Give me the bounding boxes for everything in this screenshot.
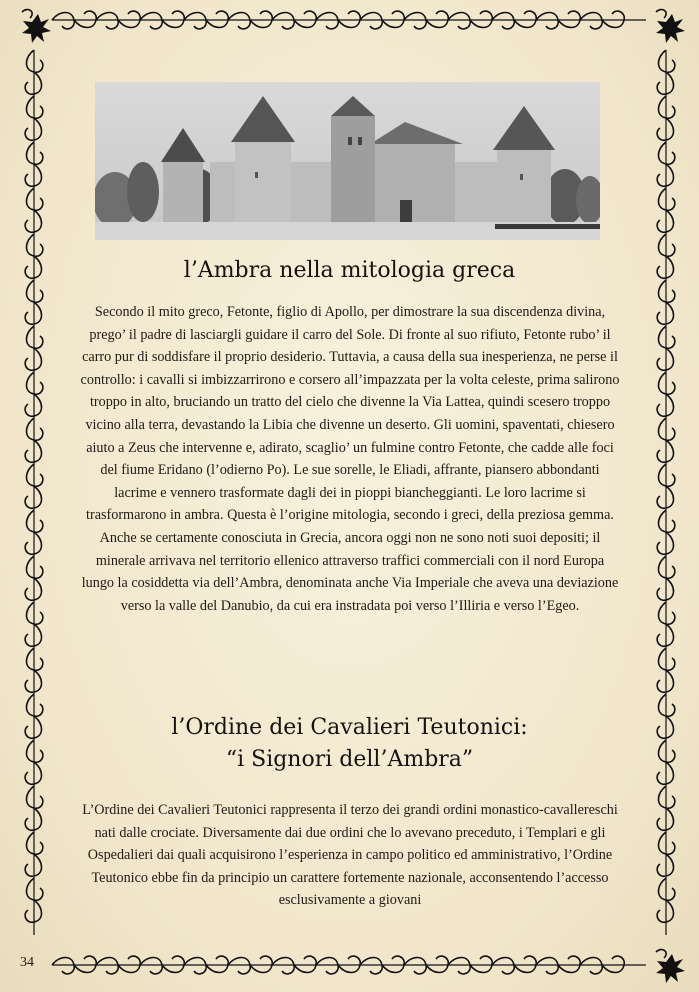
section-subtitle-lords-of-amber: “i Signori dell’Ambra” — [225, 747, 474, 772]
corner-ornament-bottom-right — [656, 950, 685, 983]
section-title-amber-mythology: l’Ambra nella mitologia greca — [183, 258, 516, 283]
top-border — [52, 11, 646, 29]
section-body-amber-mythology — [80, 301, 620, 617]
paragraph: L’Ordine dei Cavalieri Teutonici rappresenta il terzo dei grandi ordini monastico-cavallereschi nati dalle crociate. Diversamente dai due ordini che lo avevano preceduto, i Templari e gli Ospedalieri dai quali acquisirono l’esperienza in campo politico ed amministrativo, l’Ordine Teutonico ebbe fin da principio un carattere fortemente nazionale, acconsentendo l’accesso esclusivamente a giovani — [82, 802, 618, 909]
castle-photo — [95, 82, 600, 240]
right-border — [657, 50, 675, 935]
corner-ornament-top-left — [22, 10, 51, 43]
paragraph: Secondo il mito greco, Fetonte, figlio di Apollo, per dimostrare la sua discendenza divina, prego’ il padre di lasciargli guidare il carro del Sole. Di fronte al suo rifiuto, Fetonte rubo’ il carro pur di soddisfare il proprio desiderio. Tuttavia, a causa della sua inesperienza, ne perse il controllo: i cavalli si imbizzarrirono e corsero all’impazzata per la volta celeste, prima salirono troppo in alto, bruciando un tratto del cielo che divenne la Via Lattea, quindi scesero troppo vicino alla terra, devastando la Libia che divenne un deserto. Gli uomini, spaventati, chiesero aiuto a Zeus che intervenne e, adirato, scaglio’ un fulmine contro Fetonte, che cadde alle foci del fiume Eridano (l’odierno Po). Le sue sorelle, le Eliadi, affrante, piansero abbondanti lacrime e vennero trasformate dagli dei in pioppi biancheggianti. Le loro lacrime si trasformarono in ambra. Questa è l’origine mitologia, secondo i greci, della preziosa gemma. — [80, 304, 620, 524]
paragraph: Anche se certamente conosciuta in Grecia, ancora oggi non ne sono noti suoi depositi; il minerale arrivava nel territorio ellenico attraverso traffici commerciali con il nord Europa lungo la cosiddetta via dell’Ambra, denominata anche Via Imperiale che aveva una deviazione verso la valle del Danubio, da cui era instradata poi verso l’Illiria e verso l’Egeo. — [81, 529, 619, 614]
bottom-border — [52, 956, 646, 974]
left-border — [25, 50, 43, 935]
corner-ornament-top-right — [656, 10, 685, 43]
section-body-teutonic-knights — [80, 799, 620, 912]
page-number: 34 — [20, 955, 34, 970]
section-title-teutonic-knights: l’Ordine dei Cavalieri Teutonici: — [171, 715, 528, 740]
